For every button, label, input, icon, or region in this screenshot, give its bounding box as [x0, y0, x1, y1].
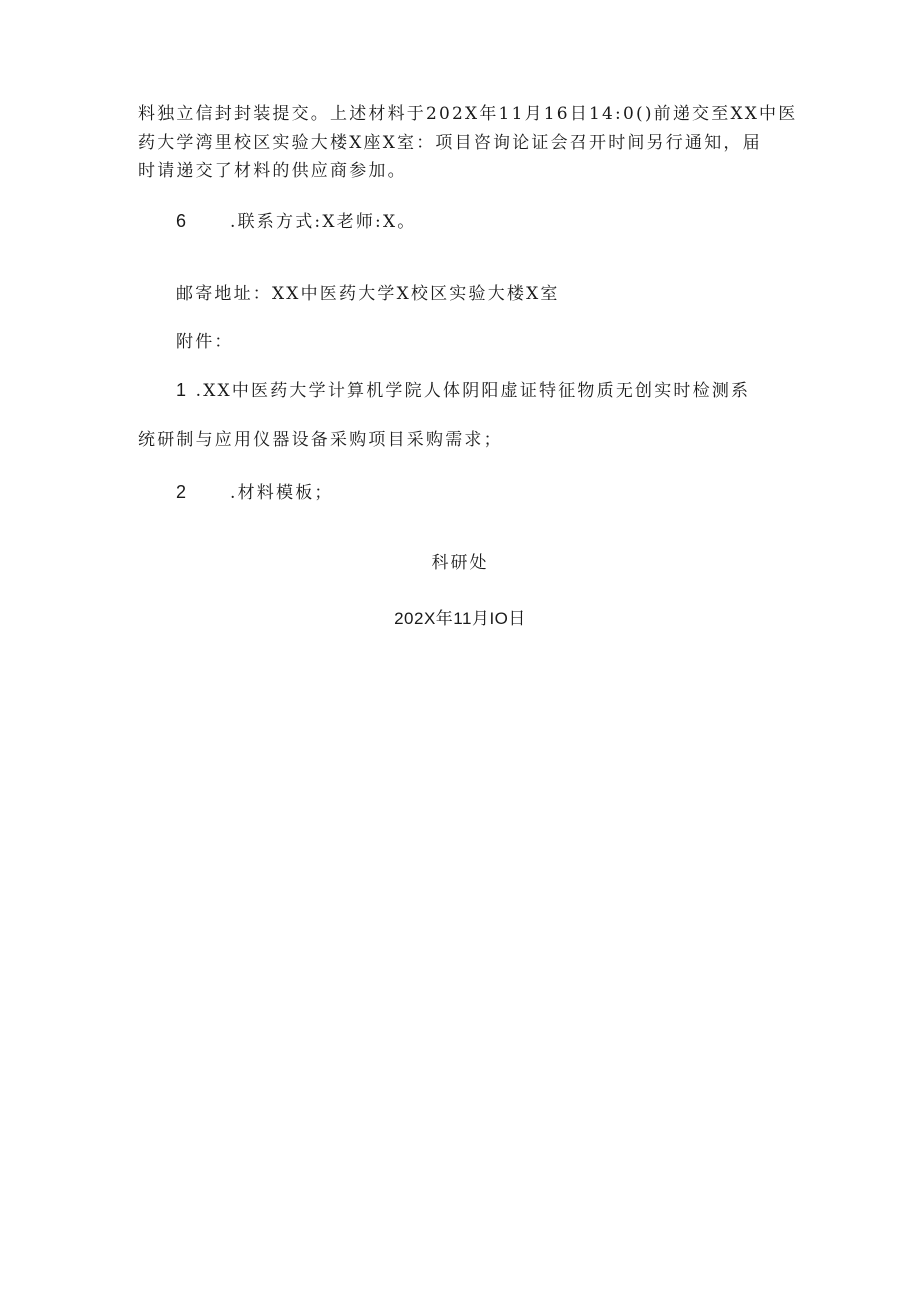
paragraph-line: 时请递交了材料的供应商参加。	[138, 161, 407, 181]
attachment-text: .XX中医药大学计算机学院人体阴阳虚证特征物质无创实时检测系	[195, 381, 751, 401]
contact-item	[176, 211, 416, 232]
mail-address: 邮寄地址：XX中医药大学X校区实验大楼X室	[176, 284, 560, 304]
paragraph-line: 药大学湾里校区实验大楼X座X室：项目咨询论证会召开时间另行通知，届	[138, 133, 762, 153]
attachment-text-continued: 统研制与应用仪器设备采购项目采购需求；	[138, 430, 503, 450]
item-number: 2	[176, 482, 187, 502]
signature-date: 202X年11月IO日	[394, 609, 526, 628]
attachment-item	[176, 380, 750, 401]
attachment-text: .材料模板；	[230, 483, 334, 503]
item-number: 6	[176, 211, 187, 231]
contact-text: .联系方式:X老师:X。	[230, 212, 417, 232]
attachments-label: 附件：	[176, 332, 234, 352]
paragraph-line: 料独立信封封装提交。上述材料于202X年11月16日14:0()前递交至XX中医	[138, 104, 798, 124]
item-number: 1	[176, 380, 187, 400]
signature-office: 科研处	[431, 553, 489, 573]
attachment-item	[176, 482, 334, 503]
